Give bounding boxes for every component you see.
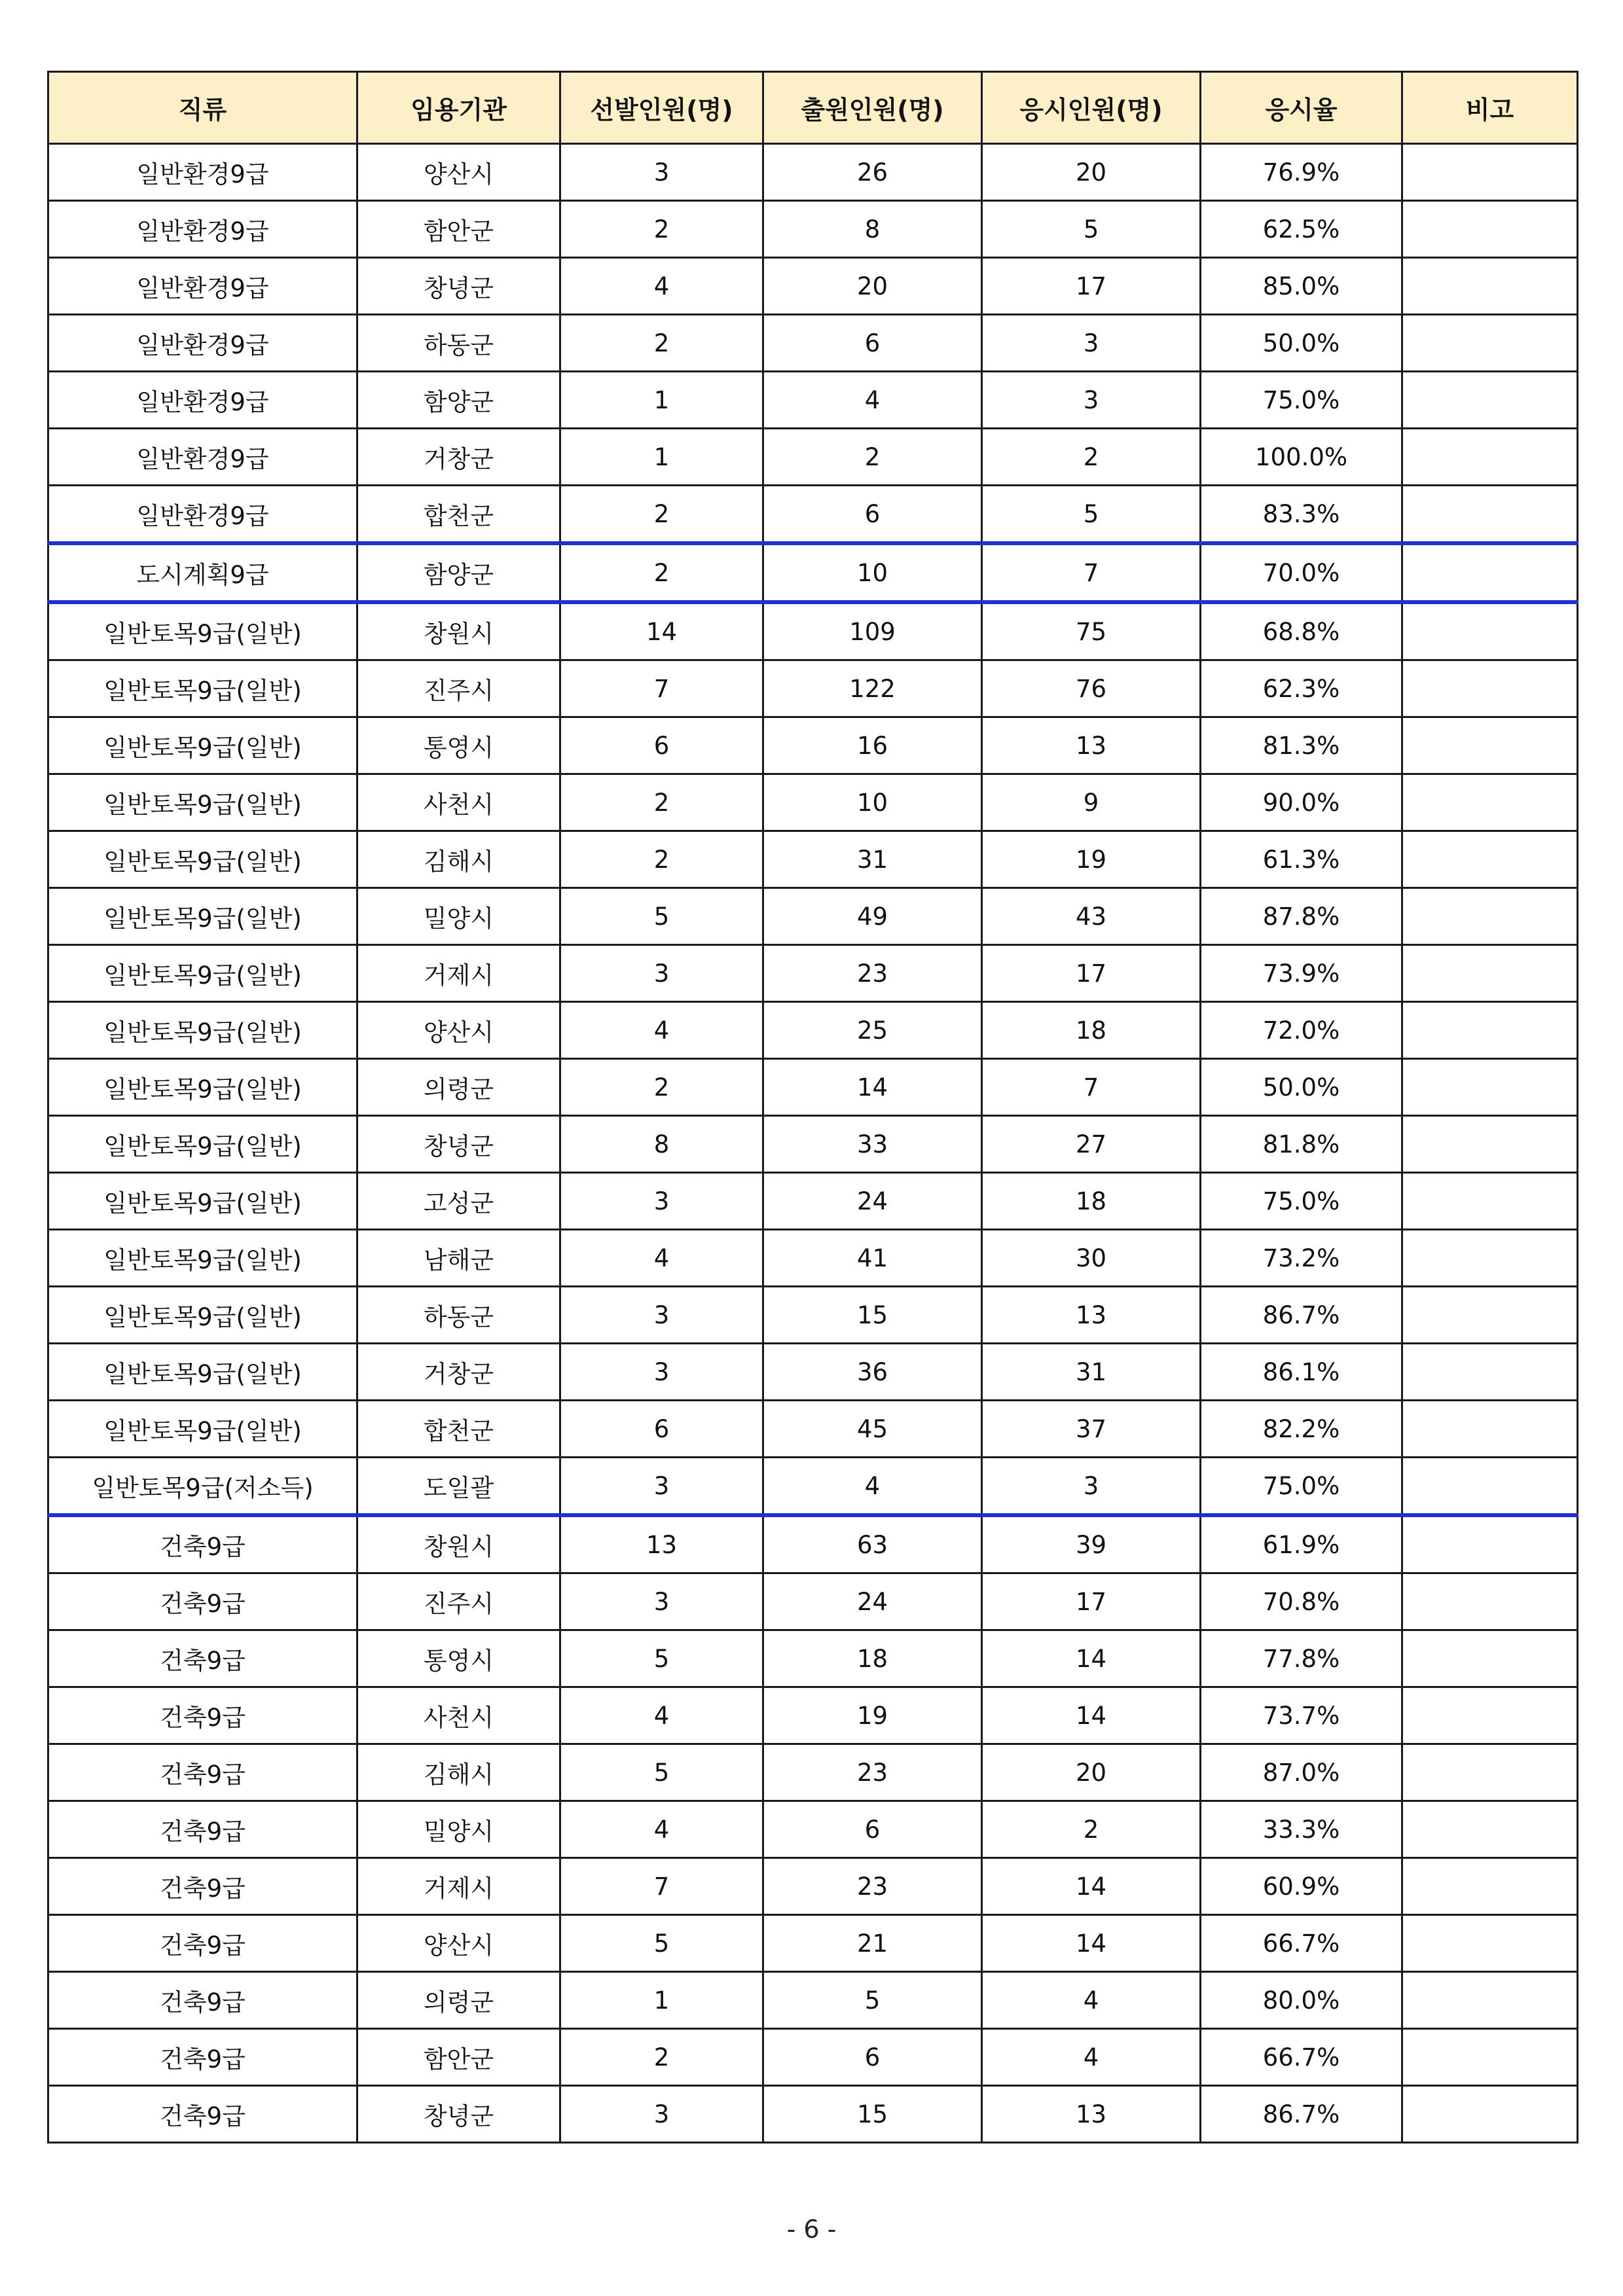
cell-applied: 122 — [763, 660, 982, 717]
cell-selected: 4 — [560, 1687, 763, 1744]
cell-examinees: 37 — [982, 1401, 1201, 1458]
cell-applied: 20 — [763, 258, 982, 315]
cell-agency: 창녕군 — [357, 2086, 560, 2143]
cell-applied: 45 — [763, 1401, 982, 1458]
cell-note — [1402, 1401, 1578, 1458]
cell-examinees: 17 — [982, 1573, 1201, 1630]
cell-applied: 36 — [763, 1344, 982, 1401]
cell-applied: 33 — [763, 1116, 982, 1173]
cell-applied: 63 — [763, 1515, 982, 1573]
table-row — [48, 1230, 1578, 1287]
cell-rate: 81.8% — [1201, 1116, 1402, 1173]
cell-examinees: 2 — [982, 1801, 1201, 1858]
cell-selected: 2 — [560, 201, 763, 258]
cell-selected: 5 — [560, 888, 763, 945]
cell-rate: 75.0% — [1201, 1458, 1402, 1516]
cell-examinees: 30 — [982, 1230, 1201, 1287]
cell-job: 건축9급 — [48, 2086, 357, 2143]
cell-selected: 3 — [560, 1573, 763, 1630]
cell-note — [1402, 1287, 1578, 1344]
cell-agency: 의령군 — [357, 1059, 560, 1116]
cell-note — [1402, 1173, 1578, 1230]
table-row — [48, 831, 1578, 888]
cell-examinees: 20 — [982, 144, 1201, 201]
cell-note — [1402, 2086, 1578, 2143]
cell-examinees: 43 — [982, 888, 1201, 945]
cell-examinees: 7 — [982, 1059, 1201, 1116]
cell-agency: 진주시 — [357, 660, 560, 717]
column-header-job: 직류 — [48, 72, 357, 144]
cell-examinees: 4 — [982, 2029, 1201, 2086]
cell-agency: 하동군 — [357, 315, 560, 372]
cell-job: 일반토목9급(일반) — [48, 774, 357, 831]
cell-selected: 2 — [560, 774, 763, 831]
table-row — [48, 1687, 1578, 1744]
cell-rate: 86.7% — [1201, 1287, 1402, 1344]
column-header-examinees: 응시인원(명) — [982, 72, 1201, 144]
cell-note — [1402, 1744, 1578, 1801]
cell-job: 건축9급 — [48, 1630, 357, 1687]
cell-selected: 4 — [560, 1002, 763, 1059]
cell-agency: 사천시 — [357, 1687, 560, 1744]
table-row — [48, 258, 1578, 315]
cell-job: 건축9급 — [48, 1687, 357, 1744]
cell-selected: 4 — [560, 1801, 763, 1858]
cell-rate: 83.3% — [1201, 486, 1402, 544]
cell-selected: 2 — [560, 543, 763, 602]
table-row — [48, 717, 1578, 774]
cell-job: 일반토목9급(일반) — [48, 888, 357, 945]
cell-rate: 70.0% — [1201, 543, 1402, 602]
column-header-applied: 출원인원(명) — [763, 72, 982, 144]
cell-selected: 1 — [560, 1972, 763, 2029]
cell-selected: 1 — [560, 372, 763, 429]
cell-rate: 73.2% — [1201, 1230, 1402, 1287]
cell-agency: 창녕군 — [357, 1116, 560, 1173]
cell-agency: 함안군 — [357, 201, 560, 258]
cell-selected: 7 — [560, 660, 763, 717]
table-header — [48, 72, 1578, 144]
column-header-rate: 응시율 — [1201, 72, 1402, 144]
cell-job: 일반환경9급 — [48, 144, 357, 201]
cell-job: 건축9급 — [48, 1915, 357, 1972]
cell-applied: 2 — [763, 429, 982, 486]
cell-rate: 72.0% — [1201, 1002, 1402, 1059]
cell-applied: 23 — [763, 945, 982, 1002]
table-row — [48, 1458, 1578, 1516]
cell-examinees: 17 — [982, 945, 1201, 1002]
cell-rate: 80.0% — [1201, 1972, 1402, 2029]
cell-job: 건축9급 — [48, 1573, 357, 1630]
cell-rate: 87.8% — [1201, 888, 1402, 945]
cell-note — [1402, 429, 1578, 486]
cell-applied: 49 — [763, 888, 982, 945]
cell-selected: 5 — [560, 1630, 763, 1687]
cell-job: 일반환경9급 — [48, 201, 357, 258]
table-row — [48, 1059, 1578, 1116]
cell-examinees: 27 — [982, 1116, 1201, 1173]
cell-rate: 85.0% — [1201, 258, 1402, 315]
cell-rate: 81.3% — [1201, 717, 1402, 774]
cell-selected: 3 — [560, 144, 763, 201]
cell-job: 일반토목9급(일반) — [48, 1230, 357, 1287]
cell-applied: 10 — [763, 543, 982, 602]
cell-agency: 진주시 — [357, 1573, 560, 1630]
cell-rate: 75.0% — [1201, 1173, 1402, 1230]
cell-job: 일반환경9급 — [48, 372, 357, 429]
column-header-agency: 임용기관 — [357, 72, 560, 144]
cell-note — [1402, 774, 1578, 831]
cell-agency: 창원시 — [357, 1515, 560, 1573]
table-row — [48, 1173, 1578, 1230]
cell-agency: 의령군 — [357, 1972, 560, 2029]
cell-note — [1402, 1801, 1578, 1858]
cell-selected: 3 — [560, 2086, 763, 2143]
cell-job: 일반환경9급 — [48, 486, 357, 544]
cell-job: 일반환경9급 — [48, 315, 357, 372]
cell-job: 일반환경9급 — [48, 429, 357, 486]
cell-applied: 109 — [763, 602, 982, 660]
cell-agency: 통영시 — [357, 717, 560, 774]
cell-note — [1402, 1687, 1578, 1744]
cell-note — [1402, 543, 1578, 602]
cell-rate: 86.7% — [1201, 2086, 1402, 2143]
cell-examinees: 3 — [982, 315, 1201, 372]
cell-note — [1402, 1002, 1578, 1059]
cell-selected: 3 — [560, 1458, 763, 1516]
cell-examinees: 5 — [982, 201, 1201, 258]
cell-selected: 6 — [560, 1401, 763, 1458]
cell-agency: 거창군 — [357, 429, 560, 486]
cell-applied: 23 — [763, 1744, 982, 1801]
cell-examinees: 20 — [982, 1744, 1201, 1801]
exam-statistics-table — [47, 71, 1578, 2144]
cell-job: 일반환경9급 — [48, 258, 357, 315]
cell-selected: 7 — [560, 1858, 763, 1915]
cell-agency: 거제시 — [357, 1858, 560, 1915]
cell-rate: 100.0% — [1201, 429, 1402, 486]
cell-rate: 73.7% — [1201, 1687, 1402, 1744]
cell-job: 건축9급 — [48, 1801, 357, 1858]
cell-selected: 2 — [560, 2029, 763, 2086]
cell-applied: 15 — [763, 2086, 982, 2143]
cell-applied: 6 — [763, 486, 982, 544]
cell-applied: 18 — [763, 1630, 982, 1687]
cell-job: 일반토목9급(일반) — [48, 660, 357, 717]
cell-note — [1402, 831, 1578, 888]
page-number: - 6 - — [786, 2215, 837, 2244]
cell-note — [1402, 1573, 1578, 1630]
cell-examinees: 14 — [982, 1858, 1201, 1915]
table-row — [48, 1630, 1578, 1687]
cell-note — [1402, 1344, 1578, 1401]
cell-selected: 3 — [560, 945, 763, 1002]
cell-selected: 8 — [560, 1116, 763, 1173]
cell-agency: 창원시 — [357, 602, 560, 660]
table-row — [48, 1002, 1578, 1059]
cell-examinees: 9 — [982, 774, 1201, 831]
cell-note — [1402, 201, 1578, 258]
cell-selected: 1 — [560, 429, 763, 486]
cell-job: 일반토목9급(일반) — [48, 1173, 357, 1230]
cell-job: 건축9급 — [48, 1858, 357, 1915]
cell-note — [1402, 486, 1578, 544]
cell-job: 일반토목9급(일반) — [48, 1401, 357, 1458]
cell-agency: 김해시 — [357, 831, 560, 888]
cell-applied: 31 — [763, 831, 982, 888]
cell-agency: 통영시 — [357, 1630, 560, 1687]
table-row — [48, 1915, 1578, 1972]
cell-agency: 거창군 — [357, 1344, 560, 1401]
cell-agency: 남해군 — [357, 1230, 560, 1287]
table-row — [48, 774, 1578, 831]
cell-job: 건축9급 — [48, 1972, 357, 2029]
table-row — [48, 1801, 1578, 1858]
cell-examinees: 39 — [982, 1515, 1201, 1573]
cell-agency: 사천시 — [357, 774, 560, 831]
column-header-selected: 선발인원(명) — [560, 72, 763, 144]
cell-examinees: 13 — [982, 2086, 1201, 2143]
cell-agency: 밀양시 — [357, 888, 560, 945]
cell-job: 일반토목9급(일반) — [48, 945, 357, 1002]
cell-examinees: 14 — [982, 1630, 1201, 1687]
cell-examinees: 2 — [982, 429, 1201, 486]
cell-applied: 5 — [763, 1972, 982, 2029]
cell-agency: 양산시 — [357, 144, 560, 201]
table-row — [48, 1972, 1578, 2029]
cell-note — [1402, 315, 1578, 372]
cell-job: 건축9급 — [48, 2029, 357, 2086]
cell-examinees: 19 — [982, 831, 1201, 888]
cell-applied: 25 — [763, 1002, 982, 1059]
cell-rate: 61.3% — [1201, 831, 1402, 888]
cell-note — [1402, 1515, 1578, 1573]
table-row — [48, 2029, 1578, 2086]
cell-examinees: 76 — [982, 660, 1201, 717]
cell-agency: 합천군 — [357, 1401, 560, 1458]
cell-rate: 66.7% — [1201, 1915, 1402, 1972]
table-row — [48, 1858, 1578, 1915]
cell-applied: 6 — [763, 1801, 982, 1858]
table-row — [48, 429, 1578, 486]
table-row — [48, 1287, 1578, 1344]
cell-rate: 77.8% — [1201, 1630, 1402, 1687]
cell-rate: 76.9% — [1201, 144, 1402, 201]
cell-applied: 19 — [763, 1687, 982, 1744]
cell-rate: 60.9% — [1201, 1858, 1402, 1915]
table-row — [48, 660, 1578, 717]
cell-job: 일반토목9급(저소득) — [48, 1458, 357, 1516]
table-row — [48, 945, 1578, 1002]
cell-note — [1402, 1630, 1578, 1687]
table-row — [48, 1116, 1578, 1173]
table-row — [48, 1401, 1578, 1458]
cell-job: 일반토목9급(일반) — [48, 602, 357, 660]
cell-note — [1402, 1116, 1578, 1173]
table-row — [48, 372, 1578, 429]
cell-rate: 66.7% — [1201, 2029, 1402, 2086]
cell-selected: 2 — [560, 831, 763, 888]
cell-job: 일반토목9급(일반) — [48, 717, 357, 774]
header-row — [48, 72, 1578, 144]
cell-selected: 3 — [560, 1173, 763, 1230]
cell-applied: 41 — [763, 1230, 982, 1287]
cell-note — [1402, 660, 1578, 717]
cell-selected: 4 — [560, 1230, 763, 1287]
table-row — [48, 201, 1578, 258]
cell-applied: 26 — [763, 144, 982, 201]
table-row — [48, 602, 1578, 660]
cell-job: 일반토목9급(일반) — [48, 1059, 357, 1116]
cell-applied: 10 — [763, 774, 982, 831]
cell-selected: 3 — [560, 1344, 763, 1401]
cell-examinees: 7 — [982, 543, 1201, 602]
cell-note — [1402, 602, 1578, 660]
cell-job: 건축9급 — [48, 1515, 357, 1573]
cell-selected: 2 — [560, 486, 763, 544]
table-row — [48, 543, 1578, 602]
table-row — [48, 1573, 1578, 1630]
cell-examinees: 3 — [982, 372, 1201, 429]
cell-agency: 양산시 — [357, 1002, 560, 1059]
cell-agency: 합천군 — [357, 486, 560, 544]
cell-job: 일반토목9급(일반) — [48, 1287, 357, 1344]
cell-agency: 창녕군 — [357, 258, 560, 315]
cell-selected: 14 — [560, 602, 763, 660]
cell-note — [1402, 2029, 1578, 2086]
cell-rate: 86.1% — [1201, 1344, 1402, 1401]
cell-examinees: 18 — [982, 1173, 1201, 1230]
cell-agency: 밀양시 — [357, 1801, 560, 1858]
cell-selected: 5 — [560, 1744, 763, 1801]
cell-examinees: 13 — [982, 1287, 1201, 1344]
cell-rate: 90.0% — [1201, 774, 1402, 831]
cell-examinees: 18 — [982, 1002, 1201, 1059]
table-row — [48, 315, 1578, 372]
cell-selected: 5 — [560, 1915, 763, 1972]
cell-job: 일반토목9급(일반) — [48, 831, 357, 888]
cell-agency: 고성군 — [357, 1173, 560, 1230]
cell-rate: 62.3% — [1201, 660, 1402, 717]
cell-job: 일반토목9급(일반) — [48, 1344, 357, 1401]
table-body — [48, 144, 1578, 2143]
cell-rate: 73.9% — [1201, 945, 1402, 1002]
table-row — [48, 1744, 1578, 1801]
cell-agency: 양산시 — [357, 1915, 560, 1972]
cell-rate: 61.9% — [1201, 1515, 1402, 1573]
cell-note — [1402, 717, 1578, 774]
cell-applied: 21 — [763, 1915, 982, 1972]
cell-note — [1402, 1858, 1578, 1915]
table-row — [48, 144, 1578, 201]
cell-rate: 70.8% — [1201, 1573, 1402, 1630]
cell-note — [1402, 144, 1578, 201]
cell-selected: 2 — [560, 1059, 763, 1116]
cell-applied: 6 — [763, 2029, 982, 2086]
cell-rate: 87.0% — [1201, 1744, 1402, 1801]
cell-rate: 75.0% — [1201, 372, 1402, 429]
cell-agency: 함양군 — [357, 372, 560, 429]
table-row — [48, 1515, 1578, 1573]
cell-examinees: 75 — [982, 602, 1201, 660]
cell-applied: 6 — [763, 315, 982, 372]
cell-applied: 23 — [763, 1858, 982, 1915]
cell-note — [1402, 945, 1578, 1002]
cell-agency: 거제시 — [357, 945, 560, 1002]
cell-job: 일반토목9급(일반) — [48, 1116, 357, 1173]
cell-rate: 62.5% — [1201, 201, 1402, 258]
cell-examinees: 31 — [982, 1344, 1201, 1401]
cell-agency: 함안군 — [357, 2029, 560, 2086]
table-row — [48, 1344, 1578, 1401]
table-row — [48, 888, 1578, 945]
cell-agency: 김해시 — [357, 1744, 560, 1801]
cell-examinees: 14 — [982, 1915, 1201, 1972]
table-row — [48, 2086, 1578, 2143]
cell-applied: 8 — [763, 201, 982, 258]
cell-rate: 82.2% — [1201, 1401, 1402, 1458]
cell-note — [1402, 1059, 1578, 1116]
cell-note — [1402, 372, 1578, 429]
cell-applied: 4 — [763, 372, 982, 429]
cell-applied: 15 — [763, 1287, 982, 1344]
cell-note — [1402, 1972, 1578, 2029]
cell-note — [1402, 1458, 1578, 1516]
cell-applied: 24 — [763, 1173, 982, 1230]
cell-applied: 24 — [763, 1573, 982, 1630]
cell-rate: 50.0% — [1201, 1059, 1402, 1116]
cell-examinees: 5 — [982, 486, 1201, 544]
cell-rate: 50.0% — [1201, 315, 1402, 372]
cell-job: 건축9급 — [48, 1744, 357, 1801]
cell-examinees: 13 — [982, 717, 1201, 774]
cell-selected: 3 — [560, 1287, 763, 1344]
cell-examinees: 17 — [982, 258, 1201, 315]
cell-selected: 6 — [560, 717, 763, 774]
cell-selected: 13 — [560, 1515, 763, 1573]
cell-job: 도시계획9급 — [48, 543, 357, 602]
cell-note — [1402, 888, 1578, 945]
cell-selected: 2 — [560, 315, 763, 372]
cell-examinees: 3 — [982, 1458, 1201, 1516]
cell-note — [1402, 1915, 1578, 1972]
cell-rate: 33.3% — [1201, 1801, 1402, 1858]
cell-note — [1402, 258, 1578, 315]
cell-selected: 4 — [560, 258, 763, 315]
cell-applied: 4 — [763, 1458, 982, 1516]
cell-examinees: 4 — [982, 1972, 1201, 2029]
cell-agency: 도일괄 — [357, 1458, 560, 1516]
cell-examinees: 14 — [982, 1687, 1201, 1744]
cell-agency: 함양군 — [357, 543, 560, 602]
table-row — [48, 486, 1578, 544]
cell-applied: 14 — [763, 1059, 982, 1116]
column-header-note: 비고 — [1402, 72, 1578, 144]
cell-note — [1402, 1230, 1578, 1287]
cell-applied: 16 — [763, 717, 982, 774]
cell-job: 일반토목9급(일반) — [48, 1002, 357, 1059]
cell-agency: 하동군 — [357, 1287, 560, 1344]
cell-rate: 68.8% — [1201, 602, 1402, 660]
